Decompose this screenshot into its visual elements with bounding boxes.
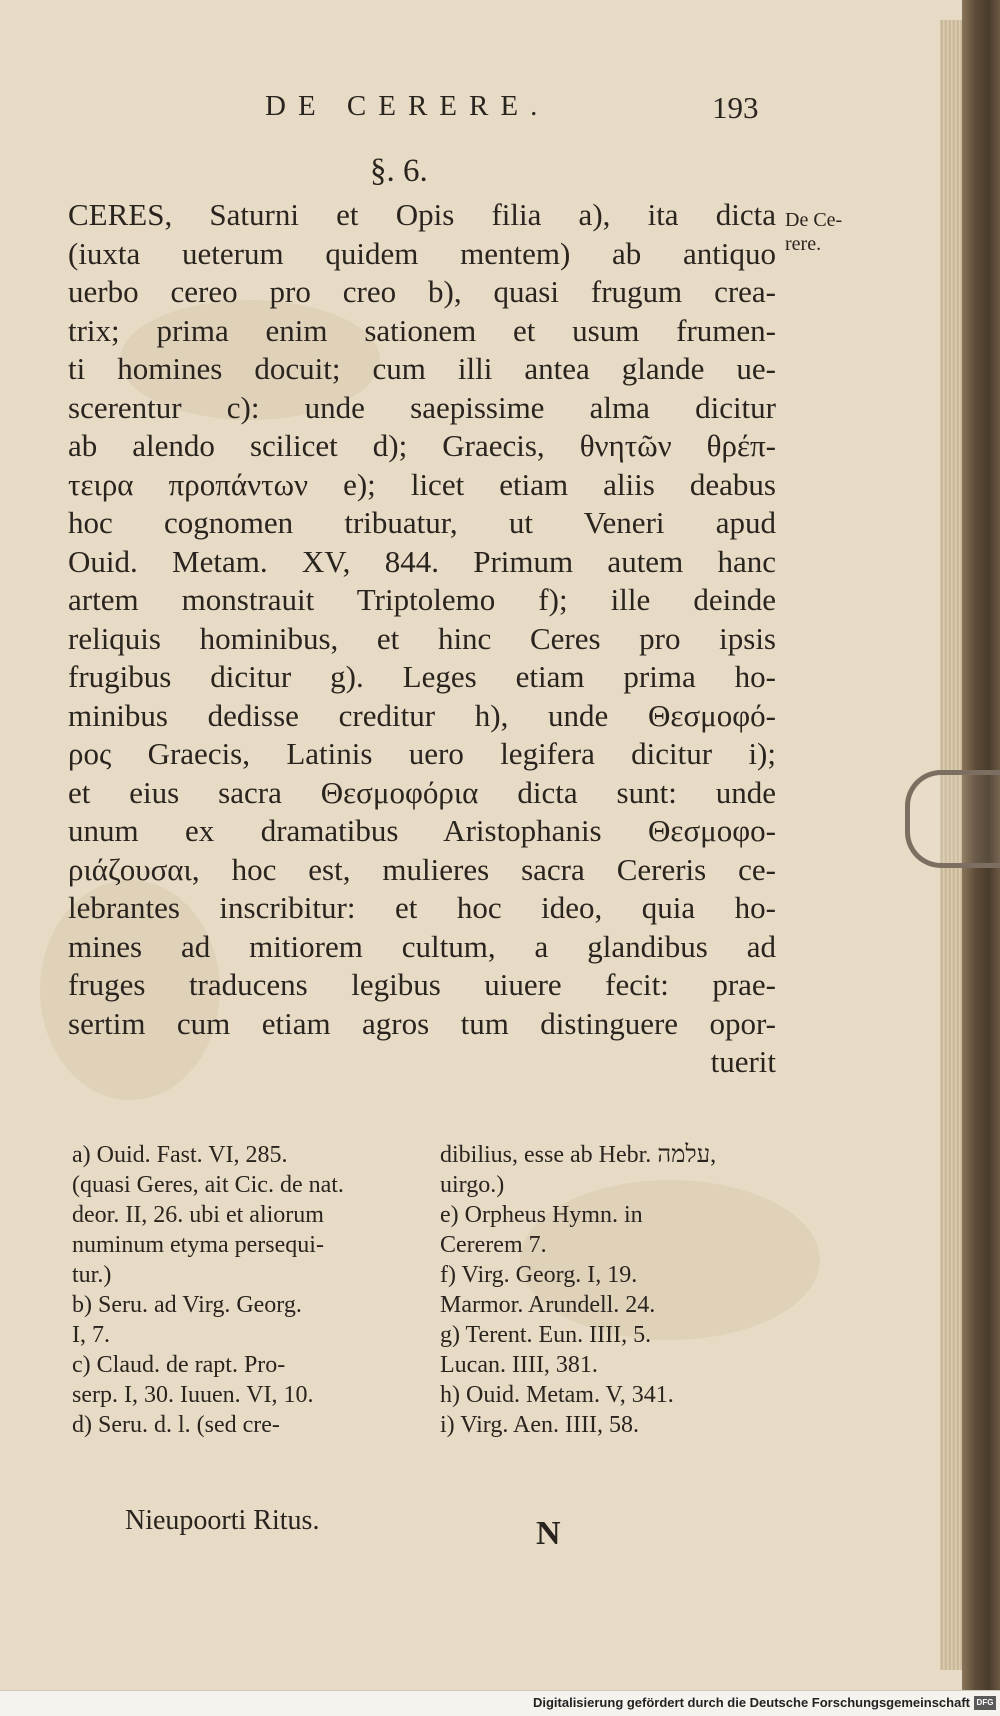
footnote-line: uirgo.) (440, 1172, 505, 1198)
page-number: 193 (712, 90, 759, 125)
text-line: uerbo cereo pro creo b), quasi frugum crea- (68, 274, 776, 309)
footnote-line: a) Ouid. Fast. VI, 285. (72, 1142, 288, 1168)
text-line: unum ex dramatibus Aristophanis Θεσμοφο- (68, 813, 776, 848)
signature-mark: N (536, 1515, 561, 1552)
text-line: minibus dedisse creditur h), unde Θεσμοφό- (68, 697, 776, 733)
footnote-line: d) Seru. d. l. (sed cre- (72, 1412, 280, 1438)
footnote-line: Marmor. Arundell. 24. (440, 1292, 656, 1318)
marginal-note-line: De Ce- (785, 209, 843, 231)
section-heading: §. 6. (370, 153, 428, 189)
text-line: sertim cum etiam agros tum distinguere opor- (68, 1005, 776, 1041)
footnote-line: dibilius, esse ab Hebr. עלמה, (440, 1142, 717, 1168)
text-line: ab alendo scilicet d); Graecis, θνητῶν θρέπ- (68, 428, 776, 463)
marginal-note-line: rere. (785, 233, 822, 255)
text-line: ti homines docuit; cum illi antea glande ue- (68, 351, 776, 386)
text-line: frugibus dicitur g). Leges etiam prima ho- (68, 659, 776, 694)
text-line: ρος Graecis, Latinis uero legifera dicitur i); (68, 736, 776, 771)
credit-text: Digitalisierung gefördert durch die Deutsche Forschungsgemeinschaft (532, 1695, 970, 1710)
text-line: lebrantes inscribitur: et hoc ideo, quia ho- (68, 890, 776, 925)
footnote-line: b) Seru. ad Virg. Georg. (72, 1292, 302, 1318)
text-line: et eius sacra Θεσμοφόρια dicta sunt: unde (68, 774, 776, 810)
text-line: ριάζουσαι, hoc est, mulieres sacra Cereris ce- (68, 851, 776, 887)
running-head: DE CERERE. (265, 90, 550, 122)
footnote-line: e) Orpheus Hymn. in (440, 1202, 643, 1228)
text-line: scerentur c): unde saepissime alma dicitur (68, 389, 776, 425)
marginal-note (785, 208, 842, 256)
footnote-line: deor. II, 26. ubi et aliorum (72, 1202, 324, 1228)
footnote-line: I, 7. (72, 1322, 110, 1348)
text-line: artem monstrauit Triptolemo f); ille deinde (68, 582, 776, 617)
footnote-line: serp. I, 30. Iuuen. VI, 10. (72, 1382, 314, 1408)
text-line: hoc cognomen tribuatur, ut Veneri apud (68, 505, 776, 540)
text-line: CERES, Saturni et Opis filia a), ita dicta (68, 197, 776, 232)
footnote-line: h) Ouid. Metam. V, 341. (440, 1382, 674, 1408)
credit-bar (0, 1690, 1000, 1716)
footnote-line: Cererem 7. (440, 1232, 547, 1258)
catchword: Nieupoorti Ritus. (125, 1505, 320, 1536)
text-line: τειρα προπάντων e); licet etiam aliis deabus (68, 466, 776, 502)
footnote-line: c) Claud. de rapt. Pro- (72, 1352, 286, 1378)
footnote-line: (quasi Geres, ait Cic. de nat. (72, 1172, 344, 1198)
footnote-line: numinum etyma persequi- (72, 1232, 324, 1258)
text-line: reliquis hominibus, et hinc Ceres pro ipsis (68, 620, 776, 656)
text-line: fruges traducens legibus uiuere fecit: prae- (68, 967, 776, 1002)
text-line: Ouid. Metam. XV, 844. Primum autem hanc (68, 543, 776, 579)
footnotes-right-column (440, 1140, 780, 1440)
footnotes-left-column (72, 1140, 412, 1440)
footnote-line: tur.) (72, 1262, 112, 1288)
page-clip (905, 770, 1000, 868)
footnote-line: Lucan. IIII, 381. (440, 1352, 598, 1378)
footnote-line: g) Terent. Eun. IIII, 5. (440, 1322, 652, 1348)
footnote-line: i) Virg. Aen. IIII, 58. (440, 1412, 639, 1438)
text-line: trix; prima enim sationem et usum frumen- (68, 312, 776, 348)
text-line: (iuxta ueterum quidem mentem) ab antiquo (68, 235, 776, 271)
text-line: mines ad mitiorem cultum, a glandibus ad (68, 928, 776, 964)
footnote-line: f) Virg. Georg. I, 19. (440, 1262, 638, 1288)
dfg-logo-icon: DFG (974, 1696, 996, 1710)
main-text (68, 196, 776, 1082)
catchword-line: tuerit (710, 1044, 776, 1079)
